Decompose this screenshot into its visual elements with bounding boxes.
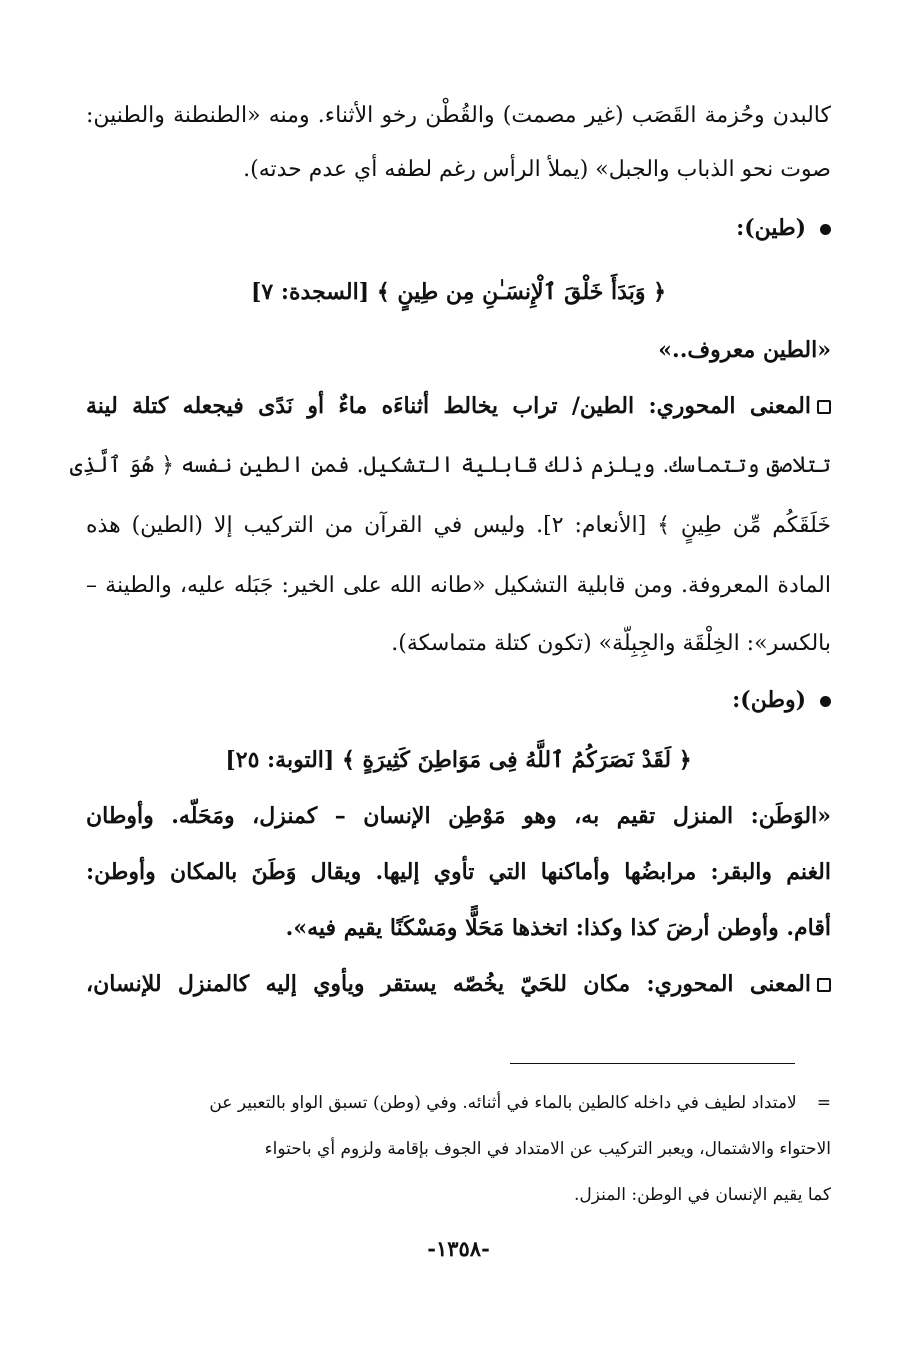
quran-verse: ﴿ لَقَدْ نَصَرَكُمُ ٱللَّهُ فِى مَوَاطِنَ كَثِيرَةٍ ﴾ [التوبة: ٢٥] xyxy=(225,747,692,773)
body-line: خَلَقَكُم مِّن طِينٍ ﴾ [الأنعام: ٢]. وليس في القرآن من التركيب إلا (الطين) هذه xyxy=(86,513,831,538)
body-line: أقام. وأوطن أرضَ كذا وكذا: اتخذها مَحَلًّا ومَسْكَنًا يقيم فيه». xyxy=(285,915,831,941)
core-meaning-line xyxy=(86,386,831,426)
body-line: بالكسر»: الخِلْقَة والجِبِلّة» (تكون كتلة متماسكة). xyxy=(391,631,831,656)
body-line: كالبدن وحُزمة القَصَب (غير مصمت) والقُطْن رخو الأثناء. ومنه «الطنطنة والطنين: xyxy=(86,103,831,128)
quran-verse: ﴿ وَبَدَأَ خَلْقَ ٱلْإِنسَـٰنِ مِن طِينٍ ﴾ [السجدة: ٧] xyxy=(251,279,666,305)
footnote-line: الاحتواء والاشتمال، ويعبر التركيب عن الامتداد في الجوف بإقامة ولزوم أي باحتواء xyxy=(264,1139,831,1159)
bullet-icon xyxy=(820,696,831,707)
body-line: تتلاصق وتتماسك. ويلزم ذلك قابلية التشكيل. فمن الطين نفسه ﴿ هُوَ ٱلَّذِى xyxy=(69,453,831,478)
section-heading-watan xyxy=(86,680,831,720)
footnote-divider xyxy=(510,1063,795,1064)
core-meaning-line xyxy=(86,964,831,1004)
section-heading-text: (طين): xyxy=(736,215,806,241)
body-line: المادة المعروفة. ومن قابلية التشكيل «طانه الله على الخير: جَبَله عليه، والطينة – xyxy=(86,573,831,598)
bullet-icon xyxy=(820,224,831,235)
square-box-icon xyxy=(817,400,831,414)
page-number: -١٣٥٨- xyxy=(427,1236,490,1261)
body-line: الغنم والبقر: مرابضُها وأماكنها التي تأوي إليها. ويقال وَطَنَ بالمكان وأوطن: xyxy=(86,859,831,885)
square-box-icon xyxy=(817,978,831,992)
body-line: «الوَطَن: المنزل تقيم به، وهو مَوْطِن الإنسان – كمنزل، ومَحَلّه. وأوطان xyxy=(86,803,831,829)
footnote-line: كما يقيم الإنسان في الوطن: المنزل. xyxy=(573,1185,831,1205)
section-heading-tin xyxy=(86,208,831,248)
body-line: صوت نحو الذباب والجبل» (يملأ الرأس رغم لطفه أي عدم حدته). xyxy=(243,157,831,182)
core-meaning-text: المعنى المحوري: مكان للحَيّ يخُصّه يستقر ويأوي إليه كالمنزل للإنسان، xyxy=(86,971,811,997)
core-meaning-text: المعنى المحوري: الطين/ تراب يخالط أثناءَه ماءٌ أو نَدًى فيجعله كتلة لينة xyxy=(86,393,811,419)
definition-quote: «الطين معروف..» xyxy=(658,337,831,363)
section-heading-text: (وطن): xyxy=(732,687,806,713)
footnote-line xyxy=(86,1088,831,1118)
footnote-marker: = xyxy=(816,1093,831,1113)
footnote-text: لامتداد لطيف في داخله كالطين بالماء في أثنائه. وفي (وطن) تسبق الواو بالتعبير عن xyxy=(209,1093,797,1113)
